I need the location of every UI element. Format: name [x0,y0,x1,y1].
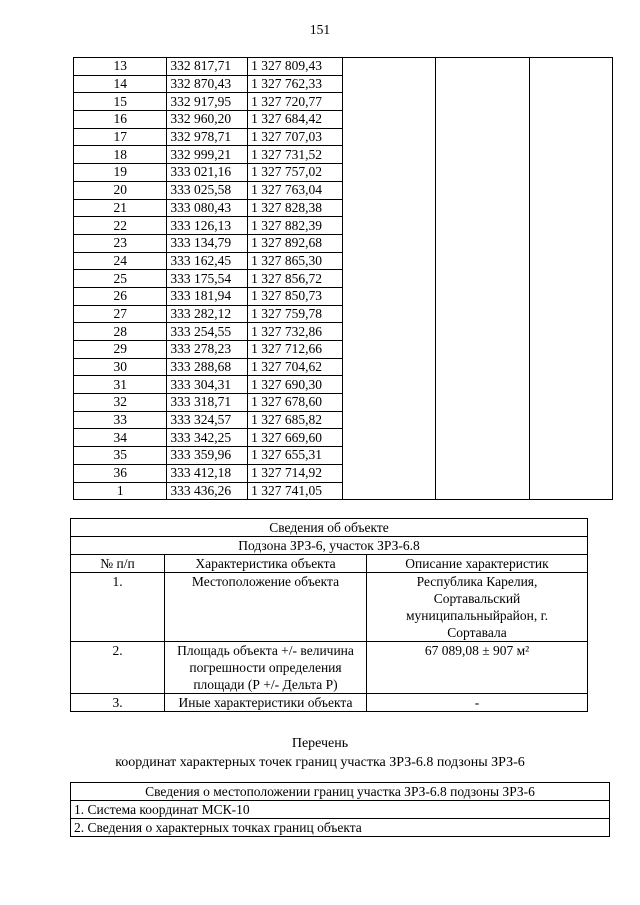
location-header: Сведения о местоположении границ участка ЗРЗ-6.8 подзоны ЗРЗ-6 [71,783,610,801]
x-coordinate: 333 025,58 [167,181,248,199]
coordinate-row [74,58,613,76]
y-coordinate: 1 327 892,68 [248,234,343,252]
y-coordinate: 1 327 669,60 [248,429,343,447]
point-number: 28 [74,323,167,341]
point-number: 13 [74,58,167,76]
y-coordinate: 1 327 712,66 [248,341,343,359]
point-number: 26 [74,287,167,305]
y-coordinate: 1 327 882,39 [248,217,343,235]
y-coordinate: 1 327 684,42 [248,111,343,129]
coordinate-system-row: 1. Система координат МСК-10 [71,801,610,819]
y-coordinate: 1 327 655,31 [248,447,343,465]
x-coordinate: 333 288,68 [167,358,248,376]
y-coordinate: 1 327 704,62 [248,358,343,376]
point-number: 33 [74,411,167,429]
point-number: 23 [74,234,167,252]
x-coordinate: 333 342,25 [167,429,248,447]
row-characteristic: Площадь объекта +/- величина погрешности определения площади (Р +/- Дельта Р) [165,642,367,694]
x-coordinate: 332 870,43 [167,75,248,93]
point-number: 24 [74,252,167,270]
point-number: 18 [74,146,167,164]
x-coordinate: 332 978,71 [167,128,248,146]
x-coordinate: 333 181,94 [167,287,248,305]
x-coordinate: 333 080,43 [167,199,248,217]
point-number: 29 [74,341,167,359]
y-coordinate: 1 327 809,43 [248,58,343,76]
x-coordinate: 333 324,57 [167,411,248,429]
object-info-title: Сведения об объекте [71,519,588,537]
point-number: 30 [74,358,167,376]
point-number: 35 [74,447,167,465]
x-coordinate: 333 282,12 [167,305,248,323]
blank-column-1 [342,58,435,500]
header-characteristic: Характеристика объекта [165,555,367,573]
point-number: 14 [74,75,167,93]
x-coordinate: 333 304,31 [167,376,248,394]
point-number: 36 [74,464,167,482]
x-coordinate: 333 021,16 [167,164,248,182]
y-coordinate: 1 327 762,33 [248,75,343,93]
row-num: 3. [71,694,165,712]
point-number: 31 [74,376,167,394]
y-coordinate: 1 327 707,03 [248,128,343,146]
point-number: 21 [74,199,167,217]
row-characteristic: Иные характеристики объекта [165,694,367,712]
blank-column-2 [435,58,529,500]
point-number: 1 [74,482,167,500]
x-coordinate: 333 436,26 [167,482,248,500]
y-coordinate: 1 327 678,60 [248,394,343,412]
y-coordinate: 1 327 720,77 [248,93,343,111]
y-coordinate: 1 327 763,04 [248,181,343,199]
point-number: 25 [74,270,167,288]
row-description: Республика Карелия, Сортавальский муниципальныйрайон, г. Сортавала [367,573,588,642]
page-number: 151 [309,22,331,37]
points-info-row: 2. Сведения о характерных точках границ объекта [71,819,610,837]
row-characteristic: Местоположение объекта [165,573,367,642]
x-coordinate: 333 175,54 [167,270,248,288]
row-description: 67 089,08 ± 907 м² [367,642,588,694]
perechen-heading [0,734,640,772]
y-coordinate: 1 327 828,38 [248,199,343,217]
y-coordinate: 1 327 850,73 [248,287,343,305]
x-coordinate: 332 817,71 [167,58,248,76]
point-number: 17 [74,128,167,146]
point-number: 19 [74,164,167,182]
perechen-title: Перечень [291,736,349,751]
point-number: 27 [74,305,167,323]
y-coordinate: 1 327 731,52 [248,146,343,164]
perechen-subtitle: координат характерных точек границ участка ЗРЗ-6.8 подзоны ЗРЗ-6 [115,755,525,770]
x-coordinate: 333 134,79 [167,234,248,252]
x-coordinate: 333 278,23 [167,341,248,359]
x-coordinate: 333 126,13 [167,217,248,235]
point-number: 32 [74,394,167,412]
header-description: Описание характеристик [367,555,588,573]
x-coordinate: 333 162,45 [167,252,248,270]
y-coordinate: 1 327 759,78 [248,305,343,323]
header-num: № п/п [71,555,165,573]
y-coordinate: 1 327 856,72 [248,270,343,288]
y-coordinate: 1 327 690,30 [248,376,343,394]
y-coordinate: 1 327 741,05 [248,482,343,500]
row-num: 2. [71,642,165,694]
x-coordinate: 333 318,71 [167,394,248,412]
y-coordinate: 1 327 757,02 [248,164,343,182]
blank-column-3 [529,58,612,500]
x-coordinate: 333 412,18 [167,464,248,482]
y-coordinate: 1 327 685,82 [248,411,343,429]
object-info-subtitle: Подзона ЗРЗ-6, участок ЗРЗ-6.8 [71,537,588,555]
point-number: 16 [74,111,167,129]
y-coordinate: 1 327 732,86 [248,323,343,341]
y-coordinate: 1 327 714,92 [248,464,343,482]
x-coordinate: 333 359,96 [167,447,248,465]
point-number: 34 [74,429,167,447]
point-number: 22 [74,217,167,235]
row-description: - [367,694,588,712]
row-num: 1. [71,573,165,642]
x-coordinate: 332 917,95 [167,93,248,111]
point-number: 15 [74,93,167,111]
x-coordinate: 332 960,20 [167,111,248,129]
location-table [70,782,610,837]
y-coordinate: 1 327 865,30 [248,252,343,270]
x-coordinate: 332 999,21 [167,146,248,164]
point-number: 20 [74,181,167,199]
object-info-table [70,518,588,712]
x-coordinate: 333 254,55 [167,323,248,341]
coordinates-table [73,57,613,500]
